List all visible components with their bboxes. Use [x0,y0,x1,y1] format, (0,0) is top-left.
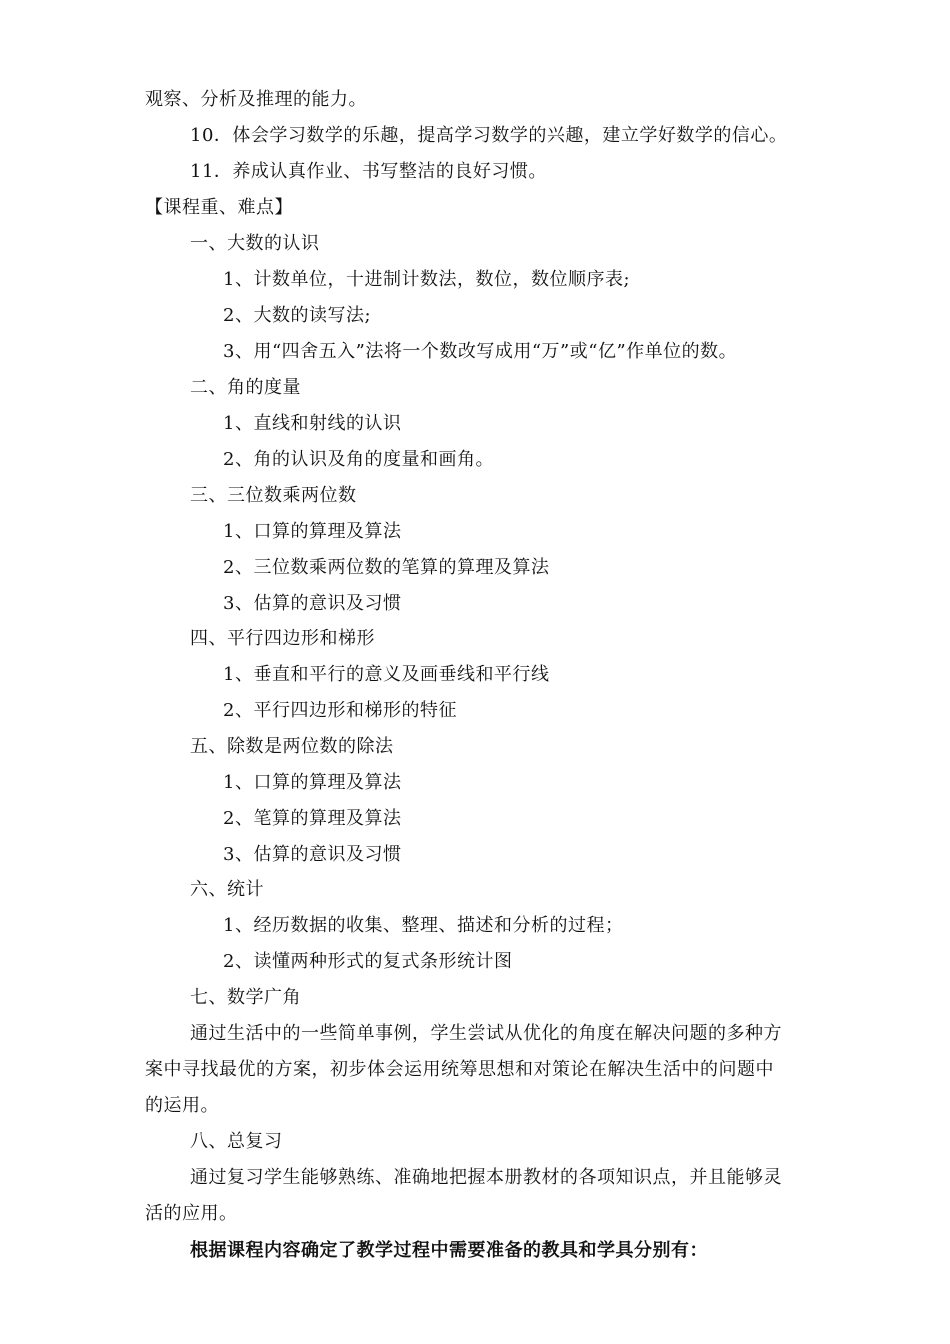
section-6-title: 六、统计 [190,879,264,900]
section-4-title: 四、平行四边形和梯形 [190,628,375,649]
section-3-item: 2、三位数乘两位数的笔算的算理及算法 [223,557,550,578]
section-7-paragraph-line: 通过生活中的一些简单事例，学生尝试从优化的角度在解决问题的多种方 [190,1023,782,1044]
section-6-item: 1、经历数据的收集、整理、描述和分析的过程； [223,915,624,936]
section-3-title: 三、三位数乘两位数 [190,485,357,506]
key-points-heading: 【课程重、难点】 [145,197,293,218]
tools-statement: 根据课程内容确定了教学过程中需要准备的教具和学具分别有： [190,1240,708,1261]
section-2-title: 二、角的度量 [190,377,301,398]
goal-item-10: 10．体会学习数学的乐趣，提高学习数学的兴趣，建立学好数学的信心。 [190,125,788,146]
goal-item-11: 11．养成认真作业、书写整洁的良好习惯。 [190,161,547,182]
intro-tail-text: 观察、分析及推理的能力。 [145,89,367,110]
section-5-item: 1、口算的算理及算法 [223,772,402,793]
section-6-item: 2、读懂两种形式的复式条形统计图 [223,951,513,972]
section-3-item: 3、估算的意识及习惯 [223,593,402,614]
section-4-item: 1、垂直和平行的意义及画垂线和平行线 [223,664,550,685]
section-8-title: 八、总复习 [190,1131,283,1152]
section-7-title: 七、数学广角 [190,987,301,1008]
section-4-item: 2、平行四边形和梯形的特征 [223,700,457,721]
section-5-title: 五、除数是两位数的除法 [190,736,394,757]
section-3-item: 1、口算的算理及算法 [223,521,402,542]
section-1-item: 3、用“四舍五入”法将一个数改写成用“万”或“亿”作单位的数。 [223,341,738,362]
section-8-paragraph-line: 活的应用。 [145,1203,238,1224]
section-8-paragraph-line: 通过复习学生能够熟练、准确地把握本册教材的各项知识点，并且能够灵 [190,1167,782,1188]
section-7-paragraph-line: 的运用。 [145,1095,219,1116]
section-5-item: 2、笔算的算理及算法 [223,808,402,829]
section-1-title: 一、大数的认识 [190,233,320,254]
section-2-item: 2、角的认识及角的度量和画角。 [223,449,494,470]
section-5-item: 3、估算的意识及习惯 [223,844,402,865]
section-1-item: 1、计数单位，十进制计数法，数位，数位顺序表; [223,269,631,290]
section-2-item: 1、直线和射线的认识 [223,413,402,434]
section-1-item: 2、大数的读写法; [223,305,372,326]
section-7-paragraph-line: 案中寻找最优的方案，初步体会运用统筹思想和对策论在解决生活中的问题中 [145,1059,774,1080]
